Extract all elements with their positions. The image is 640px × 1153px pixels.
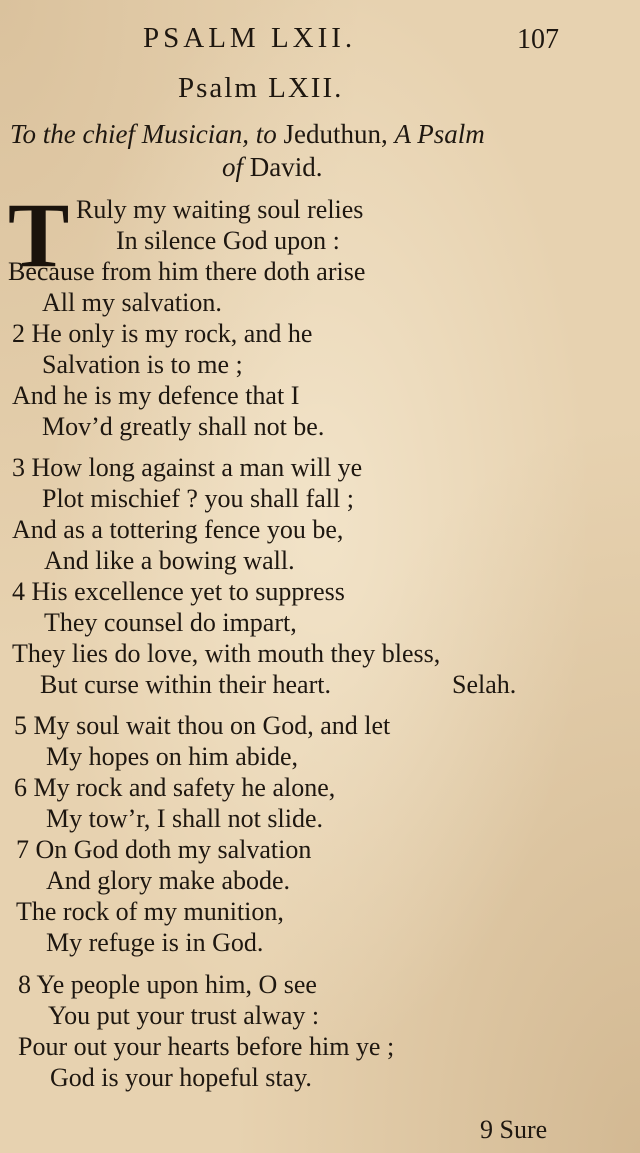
running-head: PSALM LXII. <box>143 22 357 54</box>
verse-line: Salvation is to me ; <box>42 350 243 379</box>
verse-line: And as a tottering fence you be, <box>12 515 344 544</box>
verse-line: The rock of my munition, <box>16 897 284 926</box>
verse-line: 3 How long against a man will ye <box>12 453 363 482</box>
psalm-heading-line2 <box>222 152 323 183</box>
verse-line: Pour out your hearts before him ye ; <box>18 1032 395 1061</box>
verse-line: Because from him there doth arise <box>8 257 366 286</box>
verse-line: They counsel do impart, <box>44 608 297 637</box>
verse-line: My hopes on him abide, <box>46 742 299 771</box>
drop-cap: T <box>8 184 70 286</box>
verse-line: In silence God upon : <box>116 226 340 255</box>
verse-line: Plot mischief ? you shall fall ; <box>42 484 354 513</box>
verse-line: 2 He only is my rock, and he <box>12 319 313 348</box>
verse-line: Mov’d greatly shall not be. <box>42 412 325 441</box>
psalm-heading-line1 <box>10 119 485 150</box>
verse-line: And like a bowing wall. <box>44 546 295 575</box>
verse-line: You put your trust alway : <box>48 1001 320 1030</box>
heading-david: David. <box>243 152 323 182</box>
verse-line: My refuge is in God. <box>46 928 264 957</box>
selah-marker: Selah. <box>452 670 517 699</box>
verse-line: Ruly my waiting soul relies <box>76 195 364 224</box>
verse-line: My tow’r, I shall not slide. <box>46 804 323 833</box>
heading-chief-musician: To the chief Musician, <box>10 119 249 149</box>
verse-line: 4 His excellence yet to suppress <box>12 577 345 606</box>
verse-line: God is your hopeful stay. <box>50 1063 312 1092</box>
verse-line: But curse within their heart. <box>40 670 331 699</box>
verse-line: All my salvation. <box>42 288 222 317</box>
verse-line: 7 On God doth my salvation <box>16 835 312 864</box>
verse-line: They lies do love, with mouth they bless, <box>12 639 441 668</box>
page-number: 107 <box>517 24 559 55</box>
verse-line: And he is my defence that I <box>12 381 300 410</box>
verse-line: And glory make abode. <box>46 866 291 895</box>
verse-line: 8 Ye people upon him, O see <box>18 970 317 999</box>
verse-line: 5 My soul wait thou on God, and let <box>14 711 391 740</box>
catchword: 9 Sure <box>480 1115 548 1144</box>
heading-jeduthun: Jeduthun, <box>283 119 395 149</box>
verse-line: 6 My rock and safety he alone, <box>14 773 336 802</box>
heading-to: to <box>248 119 284 149</box>
heading-of: of <box>222 152 244 182</box>
psalm-title: Psalm LXII. <box>178 72 344 104</box>
heading-a-psalm: A Psalm <box>394 119 485 149</box>
